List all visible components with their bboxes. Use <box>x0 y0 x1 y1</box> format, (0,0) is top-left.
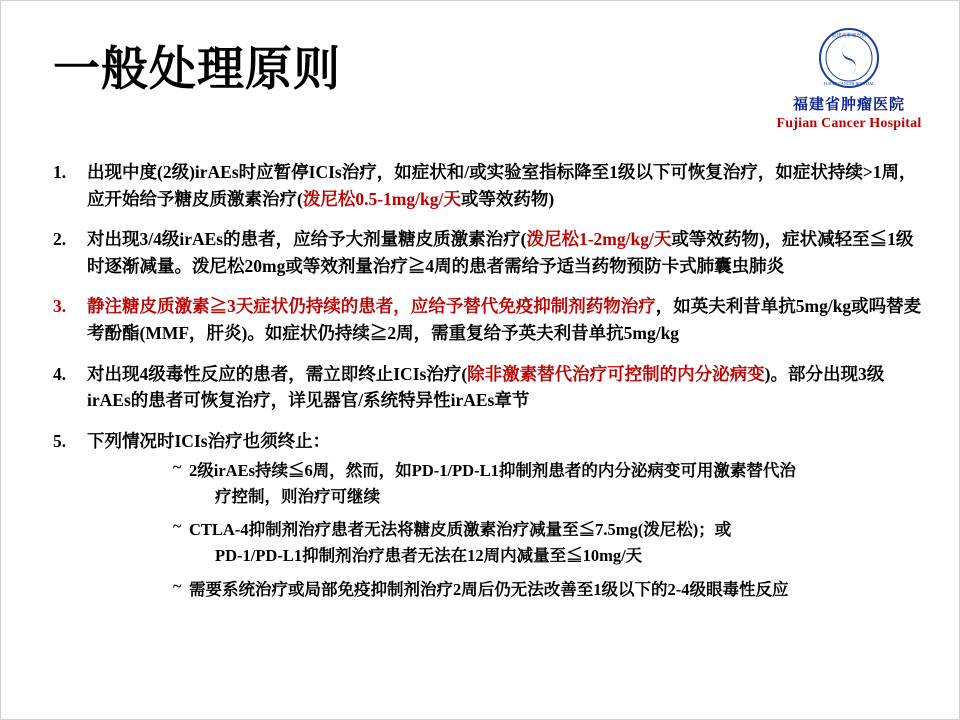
text-run-highlight: 泼尼松0.5-1mg/kg/天 <box>302 188 461 209</box>
text-run: )。部分出现3级irAEs的患者可恢复治疗，详见器官/系统特异性irAEs章节 <box>87 363 885 411</box>
list-item-text <box>87 159 925 212</box>
page-title: 一般处理原则 <box>53 42 341 95</box>
hospital-logo <box>749 27 949 132</box>
svg-text:FUJIAN CANCER HOSPITAL: FUJIAN CANCER HOSPITAL <box>823 81 875 86</box>
text-run-highlight: 静注糖皮质激素≧3天症状仍持续的患者，应给予替代免疫抑制剂药物治疗 <box>87 296 656 317</box>
list-item-text <box>87 226 925 279</box>
sub-list-item-text <box>189 458 925 509</box>
tilde-bullet-icon: ~ <box>173 518 182 536</box>
text-run: 对出现4级毒性反应的患者，需立即终止ICIs治疗( <box>87 363 468 384</box>
hospital-name-cn: 福建省肿瘤医院 <box>792 97 905 113</box>
sub-list-item <box>173 577 925 603</box>
list-item-text <box>87 293 925 346</box>
list-item <box>53 361 925 414</box>
text-run: 或等效药物)，症状减轻至≦1级时逐渐减量。泼尼松20mg或等效剂量治疗≧4周的患者需给予适当药物预防卡式肺囊虫肺炎 <box>87 229 914 276</box>
text-line: 疗控制，则治疗可继续 <box>215 486 380 506</box>
list-item-number: 4. <box>53 363 67 384</box>
sub-list-item-text <box>189 577 925 603</box>
text-run: 或等效药物) <box>460 188 555 209</box>
content-list <box>53 159 925 624</box>
tilde-bullet-icon: ~ <box>173 459 182 477</box>
sub-list-item <box>173 458 925 509</box>
text-run: 出现中度(2级)irAEs时应暂停ICIs治疗，如症状和/或实验室指标降至1级以下可恢复治疗，如症状持续>1周，应开始给予糖皮质激素治疗( <box>87 162 917 209</box>
text-run: ，如英夫利昔单抗5mg/kg或吗替麦考酚酯(MMF，肝炎)。如症状仍持续≧2周，需重复给予英夫利昔单抗5mg/kg <box>87 296 922 343</box>
list-item-number: 5. <box>53 430 67 451</box>
list-item-number: 1. <box>53 162 67 182</box>
svg-text:福建省肿瘤医院: 福建省肿瘤医院 <box>831 34 867 39</box>
list-item <box>53 226 925 279</box>
list-item-number: 3. <box>53 296 67 317</box>
list-item-text <box>87 361 925 414</box>
sub-list-item <box>173 517 925 568</box>
text-line: 需要系统治疗或局部免疫抑制剂治疗2周后仍无法改善至1级以下的2-4级眼毒性反应 <box>189 579 789 599</box>
text-line: 2级irAEs持续≦6周，然而，如PD-1/PD-L1抑制剂患者的内分泌病变可用激素替代治 <box>189 461 796 481</box>
list-item-text <box>87 428 925 610</box>
text-line: PD-1/PD-L1抑制剂治疗患者无法在12周内减量至≦10mg/天 <box>215 546 643 566</box>
list-item <box>53 159 925 212</box>
list-item <box>53 428 925 610</box>
text-run-highlight: 泼尼松1-2mg/kg/天 <box>526 229 672 250</box>
text-run-highlight: 除非激素替代治疗可控制的内分泌病变 <box>467 363 765 384</box>
hospital-emblem-icon <box>818 27 880 89</box>
sub-list <box>173 458 925 602</box>
sub-list-item-text <box>189 517 925 568</box>
text-run: 对出现3/4级irAEs的患者，应给予大剂量糖皮质激素治疗( <box>87 229 527 250</box>
text-line: CTLA-4抑制剂治疗患者无法将糖皮质激素治疗减量至≦7.5mg(泼尼松)；或 <box>189 520 732 540</box>
text-run: 下列情况时ICIs治疗也须终止： <box>87 430 331 451</box>
list-item-number: 2. <box>53 229 67 250</box>
list-item <box>53 293 925 346</box>
hospital-name-en: Fujian Cancer Hospital <box>776 116 922 131</box>
tilde-bullet-icon: ~ <box>173 577 182 595</box>
